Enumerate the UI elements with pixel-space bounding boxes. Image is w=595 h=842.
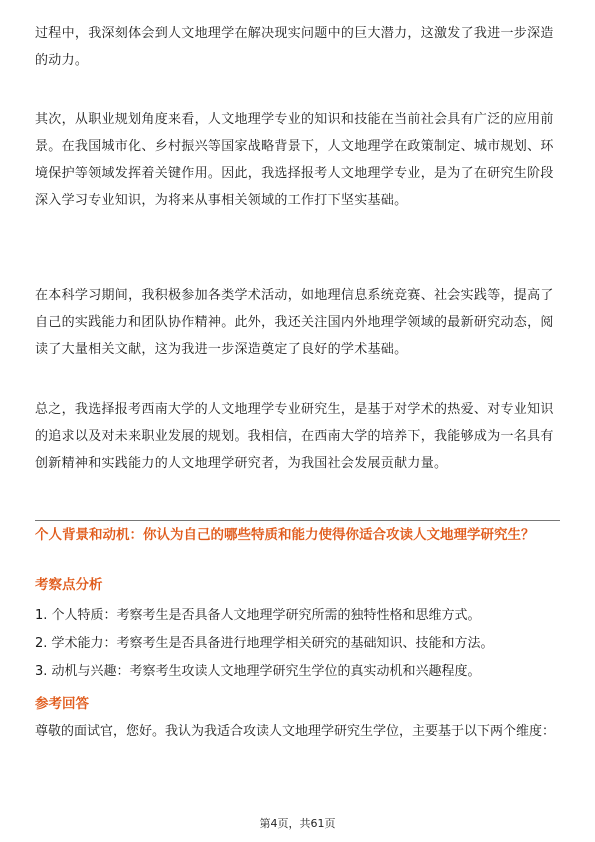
- body-paragraph-2: 其次，从职业规划角度来看，人文地理学专业的知识和技能在当前社会具有广泛的应用前景。在我国城市化、乡村振兴等国家战略背景下，人文地理学在政策制定、城市规划、环境保护等领域发挥着关键作用。因此，我选择报考人文地理学专业，是为了在研究生阶段深入学习专业知识，为将来从事相关领域的工作打下坚实基础。: [35, 112, 554, 208]
- body-paragraph-3: 在本科学习期间，我积极参加各类学术活动，如地理信息系统竞赛、社会实践等，提高了自己的实践能力和团队协作精神。此外，我还关注国内外地理学领域的最新研究动态，阅读了大量相关文献，这为我进一步深造奠定了良好的学术基础。: [35, 288, 554, 357]
- analysis-item-1: 1. 个人特质：考察考生是否具备人文地理学研究所需的独特性格和思维方式。: [35, 608, 481, 623]
- analysis-list: [35, 602, 565, 686]
- page-number: 第4页，共61页: [259, 817, 336, 830]
- body-paragraph-1: 过程中，我深刻体会到人文地理学在解决现实问题中的巨大潜力，这激发了我进一步深造的动力。: [35, 26, 554, 68]
- body-paragraph-4: 总之，我选择报考西南大学的人文地理学专业研究生，是基于对学术的热爱、对专业知识的追求以及对未来职业发展的规划。我相信，在西南大学的培养下，我能够成为一名具有创新精神和实践能力的人文地理学研究者，为我国社会发展贡献力量。: [35, 402, 554, 471]
- analysis-item-2: 2. 学术能力：考察考生是否具备进行地理学相关研究的基础知识、技能和方法。: [35, 636, 494, 651]
- question-title: 个人背景和动机：你认为自己的哪些特质和能力使得你适合攻读人文地理学研究生？: [35, 527, 535, 543]
- analysis-item-3: 3. 动机与兴趣：考察考生攻读人文地理学研究生学位的真实动机和兴趣程度。: [35, 664, 481, 679]
- analysis-heading: 考察点分析: [35, 577, 103, 593]
- answer-text: 尊敬的面试官，您好。我认为我适合攻读人文地理学研究生学位，主要基于以下两个维度：: [35, 724, 556, 739]
- section-divider: [35, 520, 560, 521]
- answer-heading: 参考回答: [35, 696, 89, 712]
